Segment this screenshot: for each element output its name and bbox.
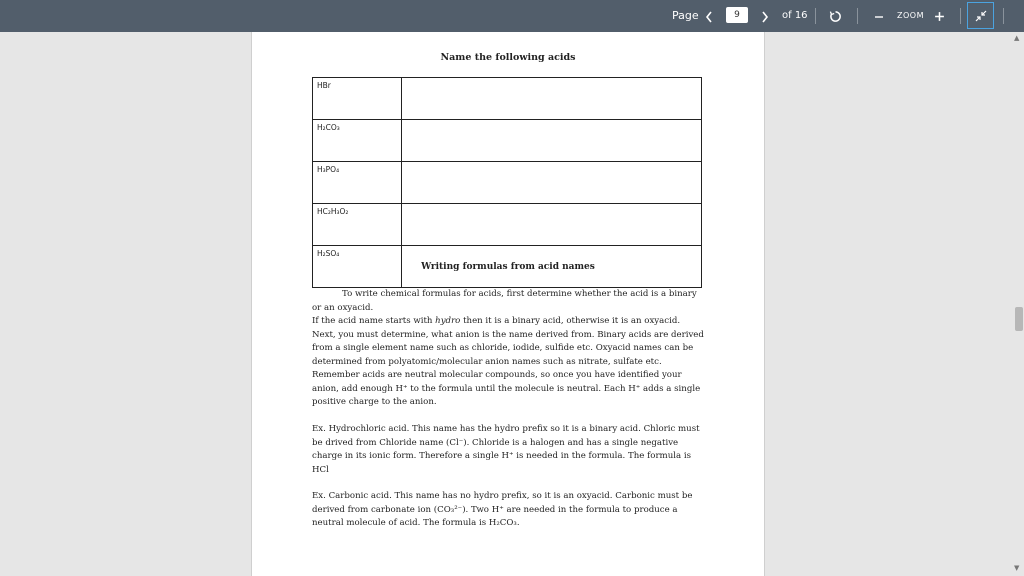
page-number-input[interactable] [726,7,748,23]
rotate-icon [829,10,842,23]
toolbar-divider [815,8,816,24]
acid-formula-cell: HC₂H₃O₂ [313,204,402,246]
table-row [313,204,702,246]
acid-naming-table [312,77,702,288]
toolbar-divider [960,8,961,24]
table-row [313,120,702,162]
chevron-right-icon [761,11,769,23]
answer-cell [402,78,702,120]
document-viewer [0,32,1024,576]
page-label: Page [672,9,699,22]
scroll-down-icon[interactable]: ▼ [1014,564,1020,572]
acid-formula-cell: H₂SO₄ [313,246,402,288]
table-row [313,78,702,120]
prev-page-button[interactable] [705,0,713,32]
zoom-in-button[interactable] [934,0,945,32]
chevron-left-icon [705,11,713,23]
rotate-button[interactable] [829,0,842,32]
next-page-button[interactable] [761,0,769,32]
toolbar-divider [857,8,858,24]
minus-icon [874,12,884,22]
answer-cell [402,204,702,246]
page-title: Name the following acids [440,52,576,63]
plus-icon [934,11,945,22]
collapse-icon [975,10,987,22]
answer-cell [402,120,702,162]
zoom-out-button[interactable] [874,0,884,32]
acid-formula-cell: H₃PO₄ [313,162,402,204]
section-heading: Writing formulas from acid names [421,262,595,272]
hydro-emphasis: hydro [435,316,461,326]
acid-formula-cell: H₂CO₃ [313,120,402,162]
example-paragraph: Ex. Hydrochloric acid. This name has the hydro prefix so it is a binary acid. Chloric must be drived from Chloride name (Cl⁻). Chloride is a halogen and has a single negative charge in its ionic form. Therefore a single H⁺ is needed in the formula. The formula is HCl [312,424,700,475]
scrollbar-thumb[interactable] [1015,307,1023,331]
answer-cell [402,162,702,204]
scroll-up-icon[interactable]: ▲ [1014,34,1020,42]
toolbar-divider [1003,8,1004,24]
acid-formula-cell: HBr [313,78,402,120]
exit-fullscreen-button[interactable] [967,2,994,29]
document-page [251,32,765,576]
vertical-scrollbar[interactable] [1012,32,1024,576]
total-pages-label: of 16 [782,10,808,21]
instructions-paragraph [312,288,704,410]
table-row [313,162,702,204]
zoom-label: ZOOM [897,11,924,20]
viewer-toolbar [0,0,1024,32]
paragraph-text: If the acid name starts with [312,316,436,326]
example-paragraph: Ex. Carbonic acid. This name has no hydro prefix, so it is an oxyacid. Carbonic must be derived from carbonate ion (CO₃²⁻). Two H⁺ are needed in the formula to produce a neutral molecule of acid. The formula is H₂CO₃. [312,491,693,528]
paragraph-intro: To write chemical formulas for acids, first determine whether the acid is a binary or an oxyacid. [312,289,697,313]
paragraph-text: then it is a binary acid, otherwise it is an oxyacid. Next, you must determine, what anion is the name derived from. Binary acids are derived from a single element name such as chloride, iodide, sulfide etc. Oxyacid names can be determined from polyatomic/molecular anion names such as nitrate, sulfate etc. Remember acids are neutral molecular compounds, so once you have identified your anion, add enough H⁺ to the formula until the molecule is neutral. Each H⁺ adds a single positive charge to the anion. [312,316,704,407]
